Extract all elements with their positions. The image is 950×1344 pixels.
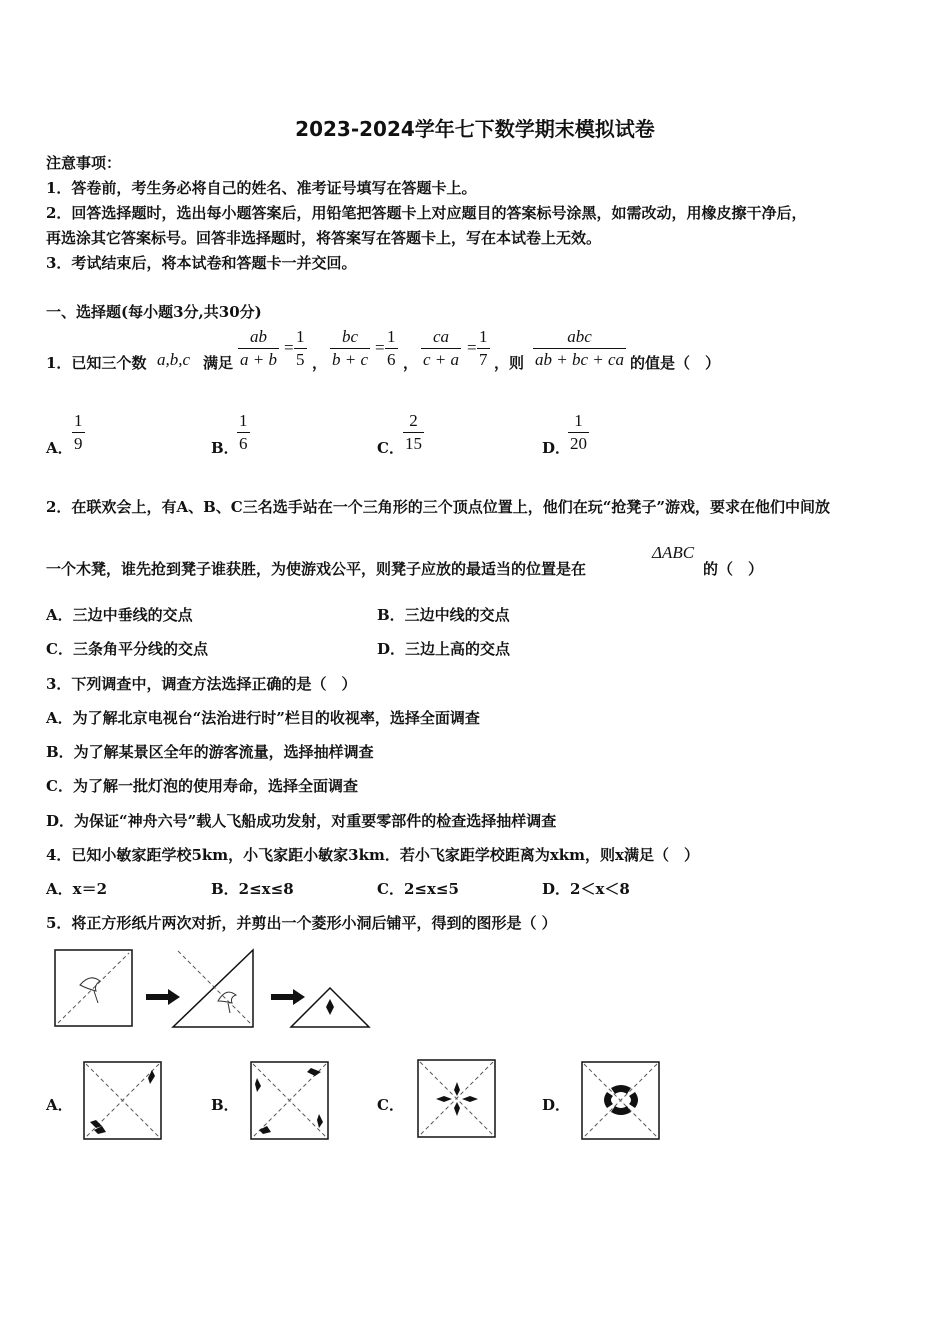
equals-sign: = [467,338,477,357]
comma: ， [403,354,419,372]
q1-prefix: 1．已知三个数 [46,354,147,372]
folding-process-figure [50,945,380,1035]
notice-item: 再选涂其它答案标号。回答非选择题时，将答案写在答题卡上，写在本试卷上无效。 [46,229,602,247]
q1-vars: a,b,c [157,350,191,369]
q3-option: B．为了解某景区全年的游客流量，选择抽样调查 [46,743,374,761]
option-a-figure [82,1060,164,1142]
q1-option-label: A． [46,439,73,457]
q3-stem: 3．下列调查中，调查方法选择正确的是（ ） [46,675,357,693]
q1-value-2: $\frac{1}{6}$ [387,327,396,369]
option-c-figure [416,1058,498,1140]
q1-option-label: C． [377,439,404,457]
q4-stem: 4．已知小敏家距学校5km，小飞家距小敏家3km．若小飞家距学校距离为xkm，则x满足（ ） [46,846,699,864]
q5-option-label: D． [542,1096,571,1114]
q1-suffix: 的值是（ ） [630,354,721,372]
q1-option-d-value: $\frac{1}{20}$ [570,411,587,453]
q5-option-label: B． [211,1096,239,1114]
notice-item: 2．回答选择题时，选出每小题答案后，用铅笔把答题卡上对应题目的答案标号涂黑，如需改动，用橡皮擦干净后， [46,204,807,222]
q1-option-c-value: $\frac{2}{15}$ [405,411,422,453]
q1-option-a-value: $\frac{1}{9}$ [74,411,83,453]
q2-option: B．三边中线的交点 [377,606,510,624]
option-d-figure [579,1058,663,1142]
q1-fraction-ab: $\frac{ab}{a + b}$ [240,327,277,369]
triangle-paper-figure [173,950,253,1027]
q2-option: A．三边中垂线的交点 [46,606,193,624]
q1-option-label: B． [211,439,239,457]
q3-option: C．为了解一批灯泡的使用寿命，选择全面调查 [46,777,358,795]
q5-stem: 5．将正方形纸片两次对折，并剪出一个菱形小洞后铺平，得到的图形是（ ） [46,914,557,932]
small-triangle-figure [291,988,369,1027]
q2-option: D．三边上高的交点 [377,640,511,658]
q2-triangle: ΔABC [652,543,695,562]
section-heading: 一、选择题(每小题3分,共30分) [46,303,262,321]
arrow-icon [271,989,305,1005]
q1-value-3: $\frac{1}{7}$ [479,327,488,369]
q5-option-label: A． [46,1096,73,1114]
equals-sign: = [284,338,294,357]
q1-mid: 满足 [203,354,234,372]
q1-value-1: $\frac{1}{5}$ [296,327,305,369]
q1-then: ，则 [494,354,525,372]
q1-fraction-abc: abc ab + bc + ca [535,327,625,369]
q1-fraction-bc: $\frac{bc}{b + c}$ [332,327,369,369]
notice-item: 3．考试结束后，将本试卷和答题卡一并交回。 [46,254,357,272]
q2-line1: 2．在联欢会上，有A、B、C三名选手站在一个三角形的三个顶点位置上，他们在玩“抢凳子”游戏，要求在他们中间放 [46,498,830,516]
square-paper-figure [55,950,132,1026]
q1-option-b-value: $\frac{1}{6}$ [239,411,248,453]
notice-heading: 注意事项： [46,154,122,172]
q2-line2: 一个木凳，谁先抢到凳子谁获胜，为使游戏公平，则凳子应放的最适当的位置是在 [46,560,587,578]
equals-sign: = [375,338,385,357]
comma: ， [312,354,328,372]
q4-option: D．2＜x＜8 [542,880,630,898]
q1-option-label: D． [542,439,571,457]
page-title: 2023-2024学年七下数学期末模拟试卷 [295,117,655,141]
q4-option: A．x＝2 [46,880,108,898]
option-b-figure [249,1060,331,1142]
q4-option: C．2≤x≤5 [377,880,459,898]
q5-option-label: C． [377,1096,404,1114]
q3-option: D．为保证“神舟六号”载人飞船成功发射，对重要零部件的检查选择抽样调查 [46,812,557,830]
q2-end: 的（ ） [703,560,764,578]
q4-option: B．2≤x≤8 [211,880,294,898]
q1-fraction-ca: $\frac{ca}{c + a}$ [423,327,460,369]
q3-option: A．为了解北京电视台“法治进行时”栏目的收视率，选择全面调查 [46,709,480,727]
notice-item: 1．答卷前，考生务必将自己的姓名、准考证号填写在答题卡上。 [46,179,477,197]
arrow-icon [146,989,180,1005]
q2-option: C．三条角平分线的交点 [46,640,208,658]
